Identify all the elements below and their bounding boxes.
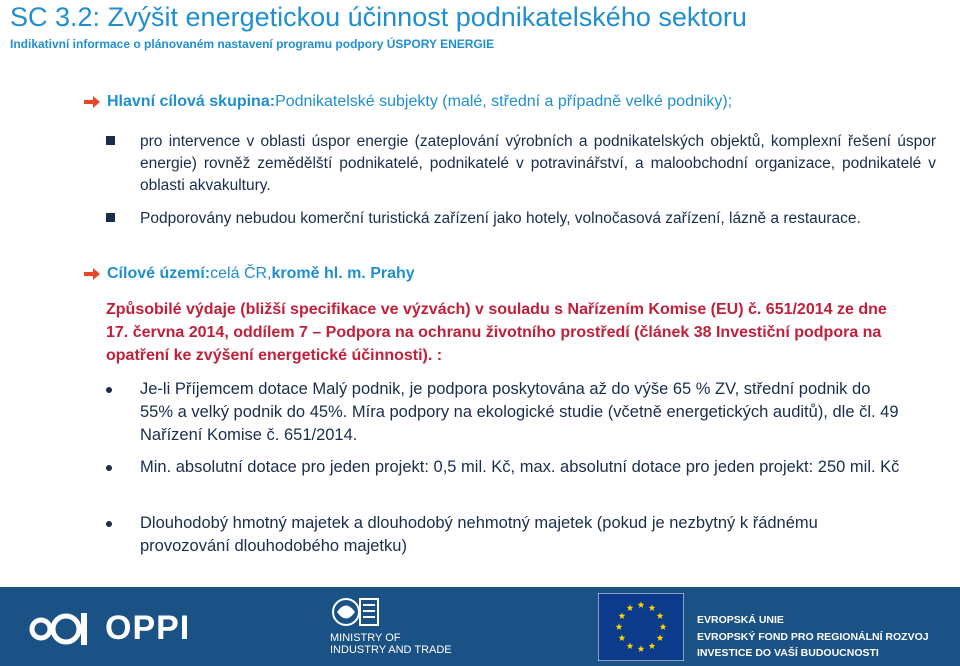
arrow-right-icon — [83, 267, 101, 281]
ministry-logo-text — [330, 632, 452, 656]
round-bullet-icon — [106, 521, 112, 527]
target-group-text: Podnikatelské subjekty (malé, střední a případně velké podniky); — [275, 93, 733, 110]
list-item-text: pro intervence v oblasti úspor energie (zateplování výrobních a podnikatelských objektů, komplexní řešení úspor energie) rovněž zemědělští podnikatelé, podnikatelé v potravinářství, a maloobchodní organizace, podnikatelé v oblasti akvakultury. — [140, 133, 936, 194]
eu-line-3: INVESTICE DO VAŠÍ BUDOUCNOSTI — [697, 647, 879, 659]
round-bullet-icon — [106, 465, 112, 471]
oppi-logo-icon — [28, 607, 90, 651]
eu-text — [697, 612, 929, 662]
slide-subtitle: Indikativní informace o plánovaném nastavení programu podpory ÚSPORY ENERGIE — [10, 37, 495, 51]
eu-line-1: EVROPSKÁ UNIE — [697, 614, 784, 626]
ministry-emblem-icon — [330, 595, 382, 629]
list-item-text: Min. absolutní dotace pro jeden projekt: 0,5 mil. Kč, max. absolutní dotace pro jeden projekt: 250 mil. Kč — [140, 458, 900, 476]
eu-flag-icon — [598, 593, 684, 661]
list-item-text: Podporovány nebudou komerční turistická zařízení jako hotely, volnočasová zařízení, lázně a restaurace. — [140, 210, 861, 227]
list-item — [106, 456, 906, 479]
square-bullet-icon — [106, 213, 115, 222]
ministry-line-1: MINISTRY OF — [330, 632, 401, 644]
eu-line-2: EVROPSKÝ FOND PRO REGIONÁLNÍ ROZVOJ — [697, 630, 929, 643]
list-item-text: Dlouhodobý hmotný majetek a dlouhodobý nehmotný majetek (pokud je nezbytný k řádnému provozování dlouhodobého majetku) — [140, 514, 818, 555]
oppi-logo-text: OPPI — [105, 609, 191, 647]
target-group-row — [83, 93, 732, 111]
list-item — [106, 378, 906, 447]
square-bullet-icon — [106, 136, 115, 145]
list-item — [106, 512, 906, 558]
footer-bar — [0, 587, 960, 666]
slide-title: SC 3.2: Zvýšit energetickou účinnost podnikatelského sektoru — [10, 2, 747, 32]
target-area-label: Cílové území: — [107, 265, 211, 282]
eligible-costs-text: Způsobilé výdaje (bližší specifikace ve výzvách) v souladu s Nařízením Komise (EU) č. 651/2014 ze dne 17. června 2014, oddílem 7 – Podpora na ochranu životního prostředí (článek 38 Investiční podpora na opatření ke zvýšení energetické účinnosti). : — [106, 301, 887, 364]
target-area-row — [83, 265, 415, 283]
list-item-text: Je-li Příjemcem dotace Malý podnik, je podpora poskytována až do výše 65 % ZV, střední podnik do 55% a velký podnik do 45%. Míra podpory na ekologické studie (včetně energetických auditů), dle čl. 49 Nařízení Komise č. 651/2014. — [140, 380, 899, 444]
list-item — [106, 131, 936, 197]
target-group-label: Hlavní cílová skupina: — [107, 93, 276, 110]
list-item — [106, 208, 936, 230]
arrow-right-icon — [83, 95, 101, 109]
ministry-line-2: INDUSTRY AND TRADE — [330, 644, 452, 656]
target-area-text: celá ČR, — [210, 265, 272, 282]
round-bullet-icon — [106, 387, 112, 393]
target-area-bold: kromě hl. m. Prahy — [271, 265, 415, 282]
